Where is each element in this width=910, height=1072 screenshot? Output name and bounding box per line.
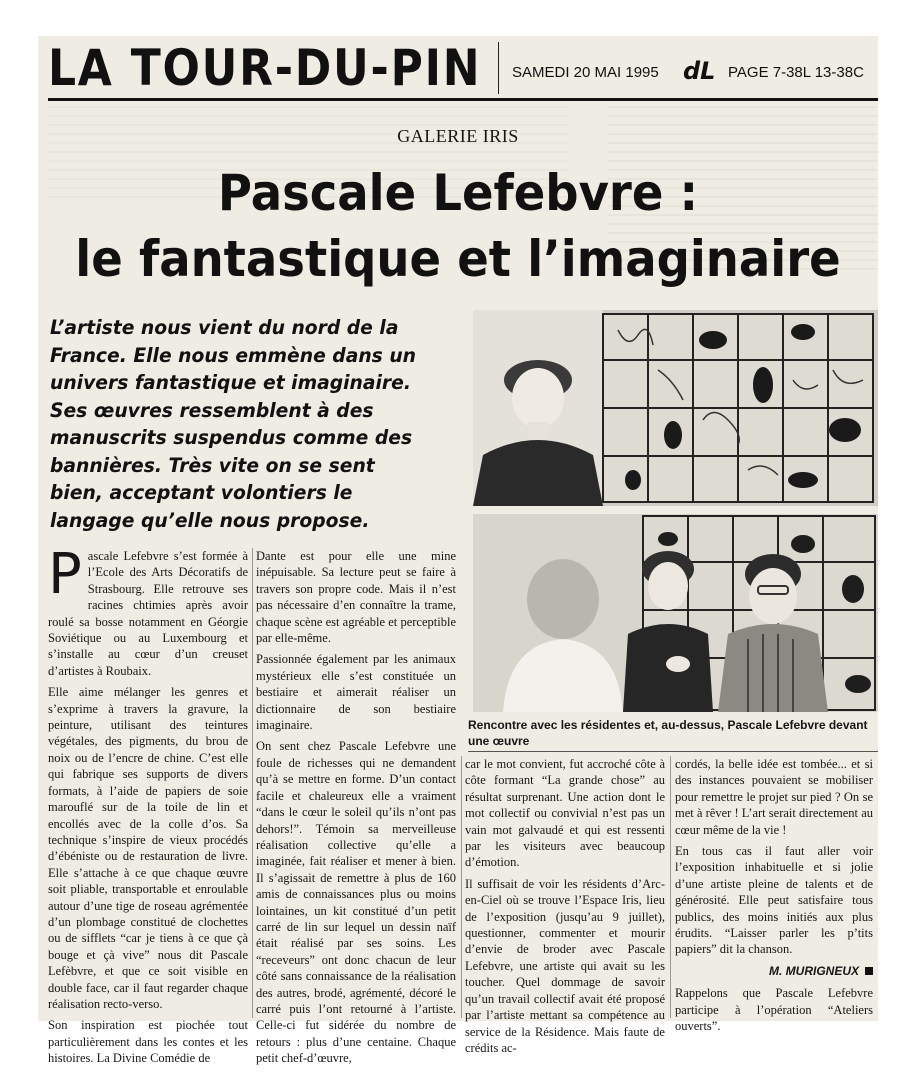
paragraph: Son inspiration est piochée tout particulièrement dans les contes et les histoires. La Divine Comédie de: [48, 1018, 248, 1066]
newspaper-logo: dL: [683, 57, 716, 85]
paragraph: Passionnée également par les animaux mystérieux elle s’est constituée un bestiaire et aimerait réaliser un dictionnaire de son bestiaire imaginaire.: [256, 652, 456, 733]
paragraph: cordés, la belle idée est tombée... et si des instances pouvaient se mobiliser pour remettre le projet sur pied ? On se met à rêver ! L’art serait directement au cœur même de la vie !: [675, 757, 873, 837]
article-column-1: [48, 542, 248, 1072]
article-column-2: [256, 548, 456, 1072]
paragraph: Dante est pour elle une mine inépuisable. Sa lecture peut se faire à travers son propre code. Mais il n’est pas nécessaire d’en connaître la trame, chaque scène est agréable et perceptible par elle-même.: [256, 549, 456, 646]
paragraph: En tous cas il faut aller voir l’exposition inhabituelle et si jolie d’une artiste pleine de talents et de générosité. Elle peut satisfaire tous publics, des moins initiés aux plus érudits. “Laisser parler les p’tits papiers” dit la chanson.: [675, 844, 873, 957]
masthead: [48, 36, 878, 100]
masthead-rule: [48, 98, 878, 101]
publication-date: SAMEDI 20 MAI 1995: [512, 64, 659, 81]
paragraph-text: ascale Lefebvre s’est formée à l’Ecole des Arts Décoratifs de Strasbourg. Elle retrouve ses racines chtimies après avoir roulé sa bosse notamment en Géorgie Soviétique ou au Luxembourg et s’installe au cœur d’un creuset d’artistes à Roubaix.: [48, 549, 248, 678]
byline: [675, 963, 873, 979]
paragraph-intro: [48, 542, 248, 679]
article-column-3: [465, 756, 665, 1061]
caption-rule: [468, 751, 878, 752]
photo-caption: Rencontre avec les résidentes et, au-dessus, Pascale Lefebvre devant une œuvre: [468, 718, 868, 748]
page-reference: PAGE 7-38L 13-38C: [728, 64, 864, 81]
column-rule: [252, 548, 253, 1018]
paragraph: On sent chez Pascale Lefebvre une foule de richesses qui ne demandent qu’à se mettre en forme. D’un contact facile et chaleureux elle a vraiment “dans le cœur le soleil qu’ils n’ont pas dehors!”. Témoin sa merveilleuse réalisation collective qu’elle a imaginée, fait réaliser et mener à bien. Il s’agissait de remettre à plus de 160 amis de connaissances plus ou moins lointaines, un kit constitué d’un petit carré de lin sur lequel un dessin naïf était réalisé par ses soins. Les “receveurs” ont donc chacun de leur côté sans connaissance de la réalisation des autres, brodé, agrémenté, décoré le carré puis l’ont retourné à l’artiste. Celle-ci fut sidérée du nombre de retours : plus d’une centaine. Chaque petit chef-d’œuvre,: [256, 739, 456, 1066]
lede-paragraph: L’artiste nous vient du nord de la France. Elle nous emmène dans un univers fantastique et imaginaire. Ses œuvres ressemblent à des manuscrits suspendus comme des bannières. Très vite on se sent bien, acceptant volontiers le langage qu’elle nous propose.: [50, 316, 416, 532]
article-column-4: [675, 756, 873, 1040]
paragraph: Elle aime mélanger les genres et s’exprime à travers la gravure, la peinture, utilisant des teintures végétales, des pigments, du brou de noix ou de l’encre de chine. C’est elle qui fabrique ses supports de divers formats, à l’aide de papiers de soie marouflé sur de la toile de lin et encollés avec de la colle d’os. Sa technique s’inspire de vieux procédés d’ébéniste ou de restauration de livre. Elle s’attache à ce que chaque œuvre soit pliable, transportable et enroulable autour d’une tige de roseau agrémentée d’un plombage constitué de clochettes ou de sifflets “car je tiens à ce que çà bouge et çà vive” nous dit Pascale Lefèbvre, et que ce soit visible en double face, car il faut regarder chaque réalisation recto-verso.: [48, 685, 248, 1011]
drop-cap: P: [48, 542, 82, 607]
author-name: M. MURIGNEUX: [769, 963, 859, 978]
newspaper-clipping: [38, 36, 878, 1066]
column-rule: [670, 756, 671, 1018]
masthead-divider: [498, 42, 499, 94]
section-kicker: GALERIE IRIS: [397, 126, 519, 146]
paragraph: car le mot convient, fut accroché côte à côte formant “La grande chose” au résultat surprenant. Une action dont le mot collectif ou convivial n’est pas un vain mot galvaudé et qui est ressenti par les visiteurs avec beaucoup d’émotion.: [465, 757, 665, 870]
paragraph: Rappelons que Pascale Lefebvre participe à l’opération “Ateliers ouverts”.: [675, 986, 873, 1034]
end-mark-icon: [865, 967, 873, 975]
column-rule: [461, 756, 462, 1018]
photo-residents: [473, 514, 878, 712]
headline: [67, 160, 848, 292]
paragraph: Il suffisait de voir les résidents d’Arc-en-Ciel où se trouve l’Espace Iris, lieu de l’exposition (jusqu’au 9 juillet), questionner, commenter et mourir d’envie de broder avec Pascale Lefebvre, une artiste qui avait su les toucher. Quel dommage de savoir qu’un travail collectif avait été proposé par l’artiste mettant sa compétence au service de la Résidence. Mais faute de crédits ac-: [465, 876, 665, 1055]
headline-line-1: Pascale Lefebvre :: [217, 164, 699, 222]
headline-line-2: le fantastique et l’imaginaire: [75, 230, 841, 288]
town-name: LA TOUR-DU-PIN: [48, 39, 482, 97]
photo-artist: [473, 310, 878, 506]
